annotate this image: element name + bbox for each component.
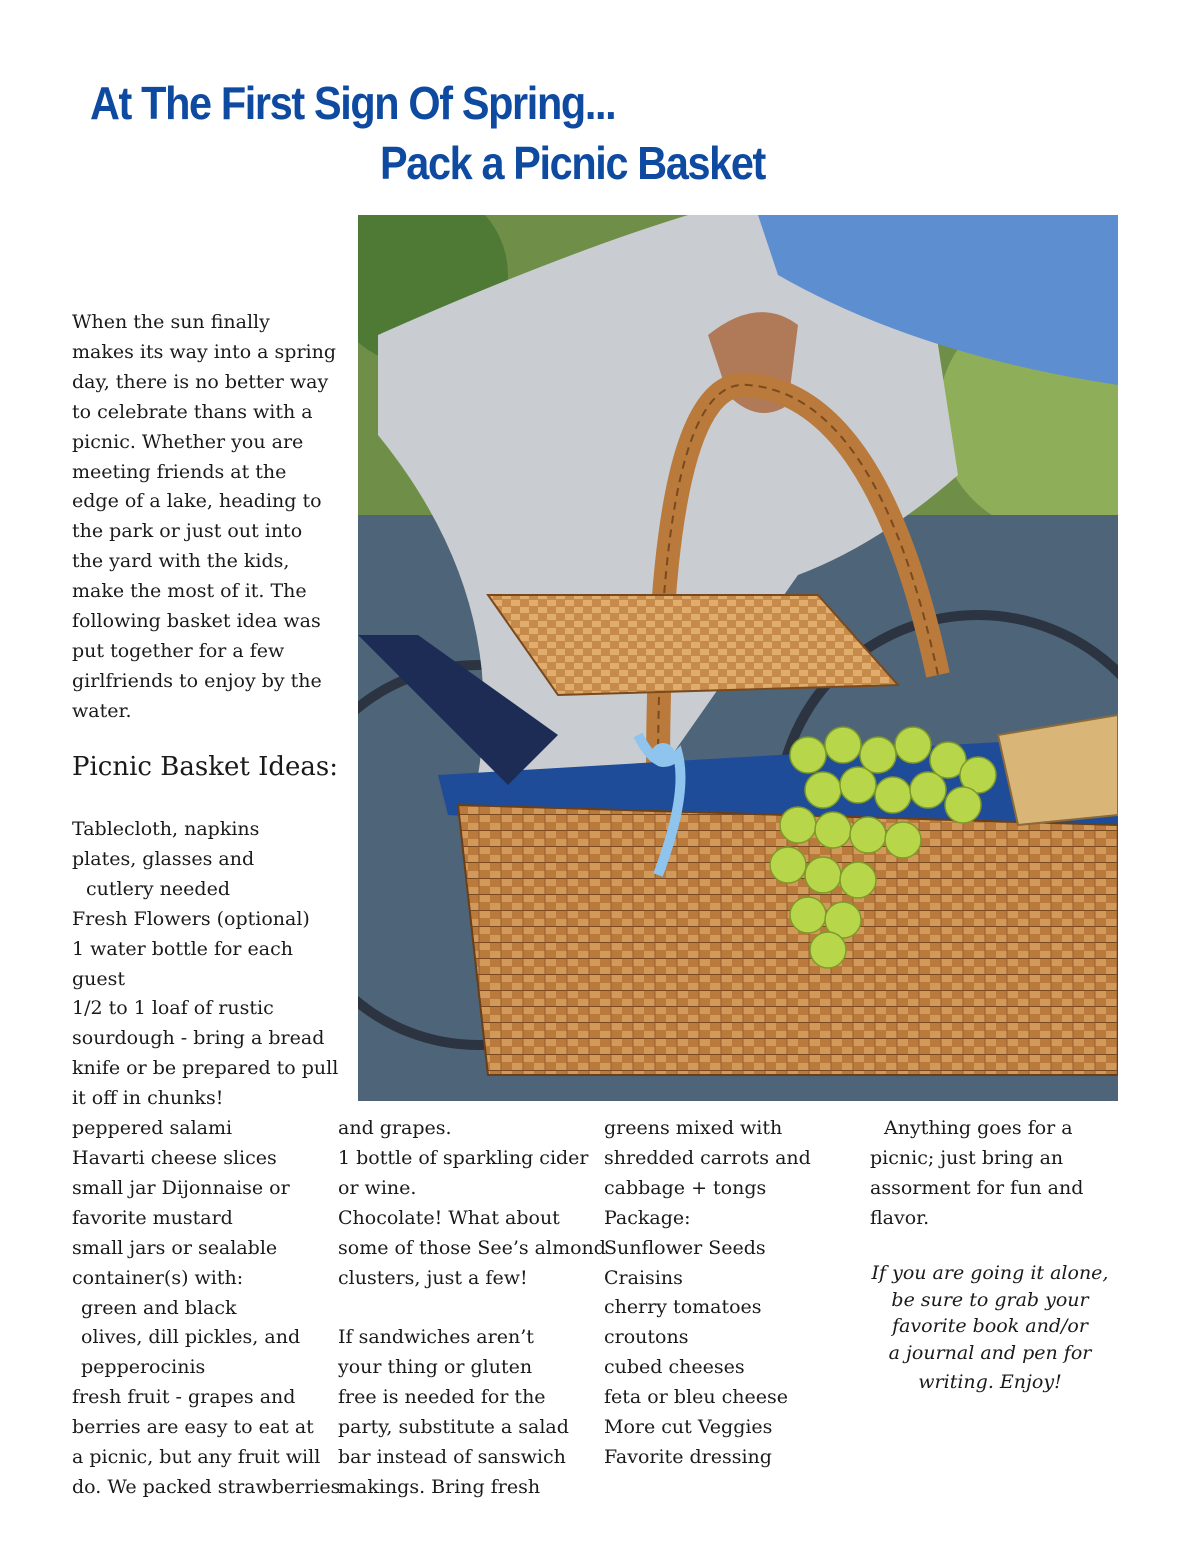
list-item: and grapes. bbox=[338, 1117, 452, 1139]
list-item: cabbage + tongs bbox=[604, 1176, 767, 1199]
list-item: it off in chunks! bbox=[72, 1087, 224, 1110]
list-item: shredded carrots and bbox=[604, 1146, 811, 1169]
list-item: green and black bbox=[81, 1296, 237, 1319]
list-item: feta or bleu cheese bbox=[604, 1386, 788, 1409]
list-item: sourdough - bring a bread bbox=[72, 1027, 325, 1050]
list-item: greens mixed with bbox=[604, 1117, 783, 1139]
note-line: be sure to grab your bbox=[891, 1288, 1089, 1311]
title-line-1: At The First Sign Of Spring... bbox=[90, 77, 616, 129]
intro-line: make the most of it. The bbox=[72, 580, 307, 603]
note-line: If you are going it alone, bbox=[871, 1262, 1109, 1284]
list-item: berries are easy to eat at bbox=[72, 1416, 314, 1439]
intro-line: day, there is no better way bbox=[72, 370, 329, 393]
list-item: cherry tomatoes bbox=[604, 1296, 762, 1319]
list-item: free is needed for the bbox=[338, 1386, 546, 1409]
list-item: Tablecloth, napkins bbox=[72, 818, 260, 840]
list-item: 1 bottle of sparkling cider bbox=[338, 1146, 589, 1169]
list-item: or wine. bbox=[338, 1176, 417, 1199]
list-item: assorment for fun and bbox=[870, 1176, 1084, 1199]
picnic-basket-photo bbox=[358, 215, 1118, 1101]
list-item: some of those See’s almond bbox=[338, 1236, 606, 1259]
list-item: olives, dill pickles, and bbox=[81, 1326, 301, 1349]
list-item: picnic; just bring an bbox=[870, 1146, 1064, 1169]
intro-line: When the sun finally bbox=[72, 311, 270, 333]
intro-line: makes its way into a spring bbox=[72, 340, 337, 363]
list-item: If sandwiches aren’t bbox=[338, 1326, 534, 1349]
ideas-column-4 bbox=[870, 1114, 1083, 1234]
list-item: peppered salami bbox=[72, 1117, 233, 1140]
note-line: favorite book and/or bbox=[892, 1315, 1088, 1337]
list-item: small jar Dijonnaise or bbox=[72, 1176, 290, 1199]
ideas-column-2 bbox=[338, 1114, 606, 1503]
list-item: a picnic, but any fruit will bbox=[72, 1446, 321, 1469]
list-item: guest bbox=[72, 967, 126, 990]
intro-line: the yard with the kids, bbox=[72, 550, 290, 573]
list-item: do. We packed strawberries bbox=[72, 1475, 341, 1498]
list-item: Favorite dressing bbox=[604, 1445, 772, 1468]
list-item: party, substitute a salad bbox=[338, 1416, 569, 1439]
list-item: knife or be prepared to pull bbox=[72, 1057, 339, 1080]
list-item: cutlery needed bbox=[86, 877, 230, 900]
list-item: container(s) with: bbox=[72, 1266, 244, 1289]
intro-line: edge of a lake, heading to bbox=[72, 490, 322, 513]
intro-line: the park or just out into bbox=[72, 520, 303, 543]
list-item: favorite mustard bbox=[72, 1206, 233, 1229]
intro-line: meeting friends at the bbox=[72, 460, 287, 483]
list-item: Anything goes for a bbox=[884, 1117, 1073, 1139]
intro-line: to celebrate thans with a bbox=[72, 400, 313, 423]
list-item: 1/2 to 1 loaf of rustic bbox=[72, 997, 274, 1020]
list-item: makings. Bring fresh bbox=[338, 1475, 541, 1498]
list-item: clusters, just a few! bbox=[338, 1266, 528, 1289]
list-item: pepperocinis bbox=[81, 1356, 206, 1379]
ideas-column-3 bbox=[604, 1114, 811, 1473]
intro-line: following basket idea was bbox=[72, 610, 321, 633]
closing-note bbox=[870, 1260, 1110, 1396]
list-item: fresh fruit - grapes and bbox=[72, 1386, 296, 1409]
intro-line: girlfriends to enjoy by the bbox=[72, 669, 322, 692]
intro-line: picnic. Whether you are bbox=[72, 430, 304, 453]
section-heading: Picnic Basket Ideas: bbox=[72, 752, 338, 782]
title-line-2: Pack a Picnic Basket bbox=[380, 137, 765, 189]
note-line: a journal and pen for bbox=[888, 1341, 1092, 1364]
list-item: flavor. bbox=[870, 1206, 930, 1229]
list-item: small jars or sealable bbox=[72, 1236, 278, 1259]
intro-line: put together for a few bbox=[72, 639, 285, 662]
note-line: writing. Enjoy! bbox=[918, 1371, 1062, 1393]
list-item: your thing or gluten bbox=[338, 1356, 533, 1379]
ideas-column-1 bbox=[72, 815, 340, 1503]
list-item: 1 water bottle for each bbox=[72, 937, 293, 960]
spacer bbox=[338, 1293, 606, 1323]
list-item: croutons bbox=[604, 1326, 689, 1349]
list-item: Craisins bbox=[604, 1266, 683, 1289]
list-item: cubed cheeses bbox=[604, 1356, 745, 1379]
intro-line: water. bbox=[72, 699, 132, 722]
list-item: Sunflower Seeds bbox=[604, 1236, 766, 1259]
list-item: Havarti cheese slices bbox=[72, 1146, 277, 1169]
intro-paragraph bbox=[72, 308, 336, 727]
list-item: plates, glasses and bbox=[72, 847, 255, 870]
list-item: Fresh Flowers (optional) bbox=[72, 907, 310, 930]
list-item: Chocolate! What about bbox=[338, 1206, 560, 1229]
list-item: Package: bbox=[604, 1206, 691, 1229]
list-item: More cut Veggies bbox=[604, 1416, 773, 1439]
list-item: bar instead of sanswich bbox=[338, 1445, 566, 1468]
